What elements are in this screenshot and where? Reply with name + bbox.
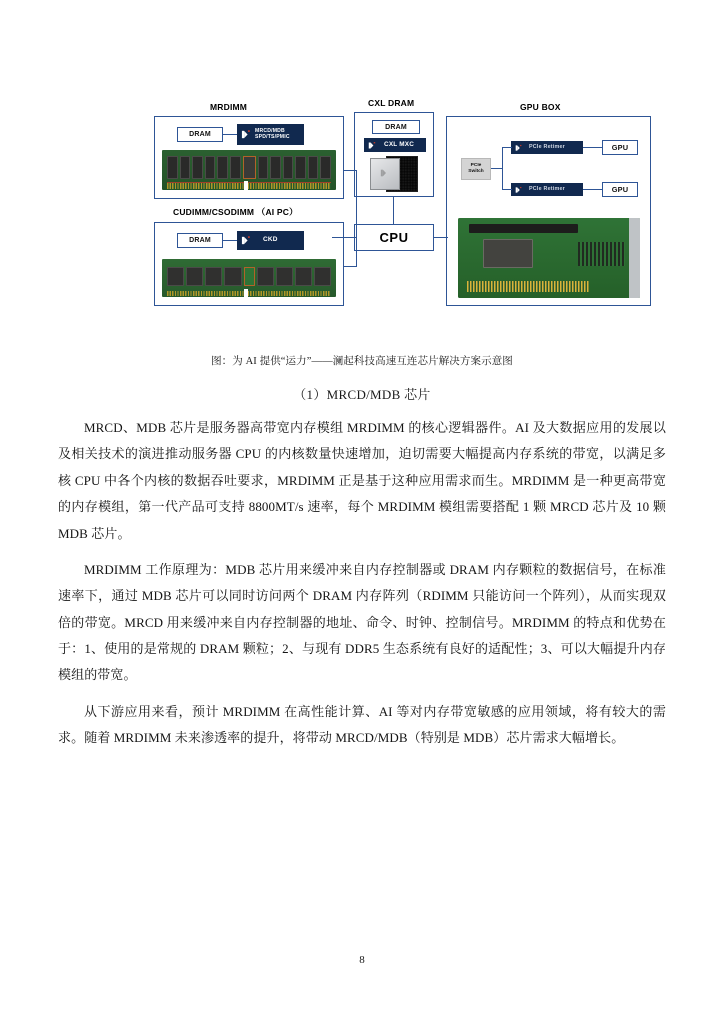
paragraph-2: MRDIMM 工作原理为：MDB 芯片用来缓冲来自内存控制器或 DRAM 内存颗粒的数据信号，在标准速率下，通过 MDB 芯片可以同时访问两个 DRAM 内存阵列（RDIMM 只能访问一个阵列），从而实现双倍的带宽。MRCD 用来缓冲来自内存控制器的地址、命令、时钟、控制信号。MRDIMM 的特点和优势在于：1、使用的是常规的 DRAM 颗粒；2、与现有 DDR5 生态系统有良好的适配性；3、可以大幅提升内存模组的带宽。: [58, 561, 666, 683]
box-cpu: CPU: [354, 224, 434, 251]
conn-dram-to-ckd: [223, 240, 237, 241]
figure-title-gpu-box: GPU BOX: [520, 102, 561, 112]
figure-title-mrdimm: MRDIMM: [210, 102, 248, 112]
conn-bus-to-cpu: [332, 237, 356, 238]
box-gpu-2: GPU: [602, 182, 638, 197]
cudimm-module-artwork: [162, 259, 336, 297]
box-dram-cudimm: DRAM: [177, 233, 223, 248]
conn-trunk-to-retimer-2: [502, 189, 512, 190]
paragraph-3: 从下游应用来看，预计 MRDIMM 在高性能计算、AI 等对内存带宽敏感的应用领域，将有较大的需求。随着 MRDIMM 未来渗透率的提升，将带动 MRCD/MDB（特别是 MDB）芯片需求大幅增长。: [58, 703, 666, 746]
box-cxl-mxc-label: CXL MXC: [384, 140, 415, 148]
figure-caption: 图：为 AI 提供“运力”——澜起科技高速互连芯片解决方案示意图: [211, 356, 513, 367]
montage-logo-icon-retimer-2: [515, 186, 523, 194]
conn-cpu-to-gpu-box: [434, 237, 448, 238]
box-cxl-mxc: [364, 138, 426, 152]
box-pcie-switch-label: PCIe Switch: [468, 163, 484, 174]
box-pcie-switch: [461, 158, 491, 180]
box-mrcd-mdb-label: MRCD/MDB SPD/TS/PMIC: [255, 128, 290, 140]
box-mrcd-mdb: [237, 124, 304, 145]
montage-logo-icon-retimer-1: [515, 144, 523, 152]
mrdimm-module-artwork: [162, 150, 336, 190]
conn-retimer-1-to-gpu-1: [583, 147, 602, 148]
conn-retimer-2-to-gpu-2: [583, 189, 602, 190]
conn-retimer-trunk: [502, 147, 503, 189]
conn-cxl-to-cpu: [393, 197, 394, 224]
box-ckd: [237, 231, 304, 250]
page-number: 8: [359, 954, 365, 966]
cxl-chip-artwork: [370, 156, 418, 190]
box-pcie-retimer-1: [511, 141, 583, 154]
architecture-diagram: [136, 98, 666, 328]
figure-title-cxl-dram: CXL DRAM: [368, 98, 415, 108]
box-gpu-1: GPU: [602, 140, 638, 155]
montage-logo-icon: [241, 129, 252, 140]
section-subheading: （1）MRCD/MDB 芯片: [293, 387, 431, 402]
paragraph-1: MRCD、MDB 芯片是服务器高带宽内存模组 MRDIMM 的核心逻辑器件。AI 及大数据应用的发展以及相关技术的演进推动服务器 CPU 的内核数量快速增加，迫切需要大幅提高内存系统的带宽，以满足多核 CPU 中各个内核的数据吞吐要求，MRDIMM 正是基于这种应用需求而生。MRDIMM 是一种更高带宽的内存模组，第一代产品可支持 8800MT/s 速率，每个 MRDIMM 模组需要搭配 1 颗 MRCD 芯片及 10 颗 MDB 芯片。: [58, 420, 666, 541]
montage-logo-icon-ckd: [241, 235, 252, 246]
conn-trunk-to-retimer-1: [502, 147, 512, 148]
montage-logo-watermark-icon: [380, 165, 390, 183]
gpu-card-artwork: [458, 218, 640, 298]
figure-container: [58, 0, 666, 343]
figure-title-cudimm: CUDIMM/CSODIMM （AI PC）: [173, 207, 298, 217]
box-pcie-retimer-1-label: PCIe Retimer: [529, 143, 565, 150]
box-ckd-label: CKD: [263, 236, 278, 244]
montage-logo-icon-cxl: [368, 141, 377, 150]
box-pcie-retimer-2: [511, 183, 583, 196]
conn-dram-to-mrcd: [223, 134, 237, 135]
conn-memory-bus-vertical: [356, 170, 357, 267]
body-text: [58, 384, 666, 752]
box-dram-cxl: DRAM: [372, 120, 420, 134]
box-dram-mrdimm: DRAM: [177, 127, 223, 142]
box-pcie-retimer-2-label: PCIe Retimer: [529, 185, 565, 192]
